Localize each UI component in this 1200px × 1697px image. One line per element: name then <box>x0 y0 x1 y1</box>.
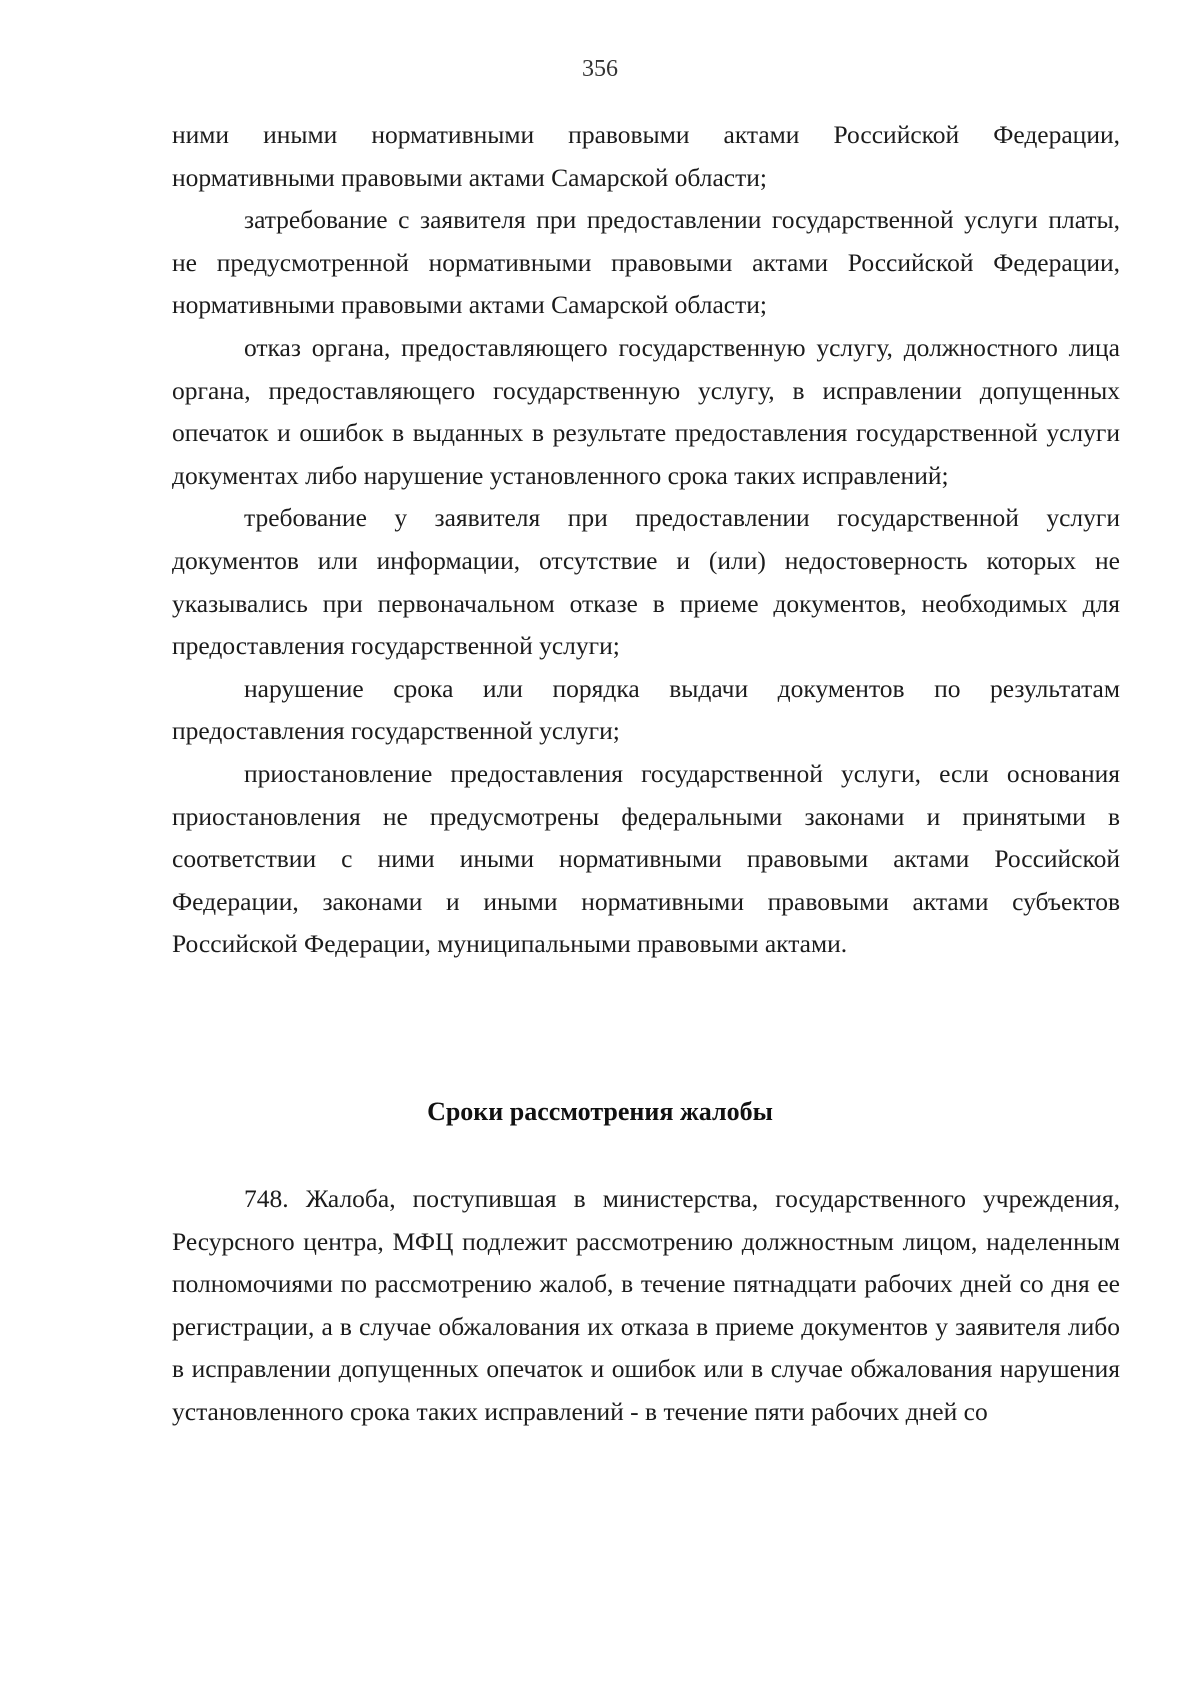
paragraph-issuance-violation: нарушение срока или порядка выдачи документов по результатам предоставления государственной услуги; <box>172 673 1120 746</box>
paragraph-correction-refusal: отказ органа, предоставляющего государственную услугу, должностного лица органа, предоставляющего государственную услугу, в исправлении допущенных опечаток и ошибок в выданных в результате предоставления государственной услуги документах либо нарушение установленного срока таких исправлений; <box>172 332 1120 490</box>
body-text-bottom <box>172 1178 1120 1434</box>
section-heading: Сроки рассмотрения жалобы <box>427 1097 773 1126</box>
paragraph-fee-demand: затребование с заявителя при предоставлении государственной услуги платы, не предусмотренной нормативными правовыми актами Российской Федерации, нормативными правовыми актами Самарской области; <box>172 205 1120 320</box>
body-text-top <box>172 114 1120 966</box>
paragraph-document-demand: требование у заявителя при предоставлении государственной услуги документов или информации, отсутствие и (или) недостоверность которых не указывались при первоначальном отказе в приеме документов, необходимых для предоставления государственной услуги; <box>172 503 1120 661</box>
paragraph-748: 748. Жалоба, поступившая в министерства, государственного учреждения, Ресурсного центра, МФЦ подлежит рассмотрению должностным лицом, наделенным полномочиями по рассмотрению жалоб, в течение пятнадцати рабочих дней со дня ее регистрации, а в случае обжалования их отказа в приеме документов у заявителя либо в исправлении допущенных опечаток и ошибок или в случае обжалования нарушения установленного срока таких исправлений - в течение пяти рабочих дней со <box>172 1184 1120 1426</box>
paragraph-suspension: приостановление предоставления государственной услуги, если основания приостановления не предусмотрены федеральными законами и принятыми в соответствии с ними иными нормативными правовыми актами Российской Федерации, законами и иными нормативными правовыми актами субъектов Российской Федерации, муниципальными правовыми актами. <box>172 758 1120 959</box>
paragraph-continuation: ними иными нормативными правовыми актами Российской Федерации, нормативными правовыми актами Самарской области; <box>172 120 1120 192</box>
page-number: 356 <box>582 56 618 82</box>
